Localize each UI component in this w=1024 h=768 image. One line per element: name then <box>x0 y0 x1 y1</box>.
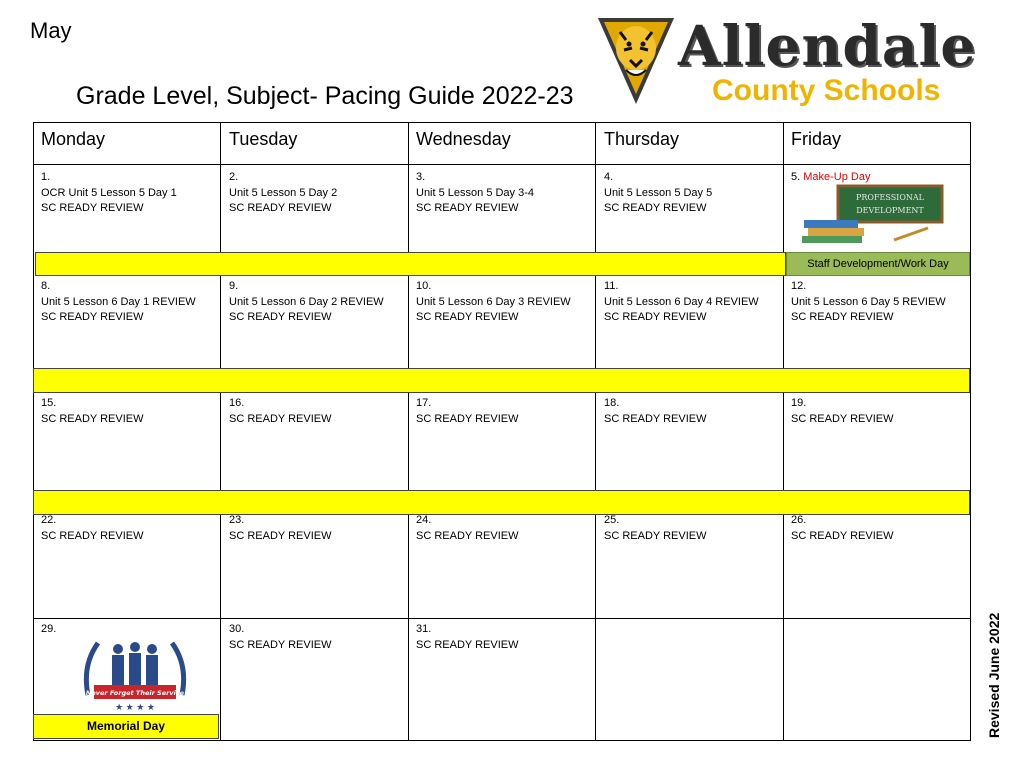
logo-subtitle: County Schools <box>712 74 941 107</box>
logo-name: Allendale <box>678 13 977 78</box>
day-number: 19. <box>791 397 807 409</box>
day-number: 4. <box>604 171 614 183</box>
lesson-line: SC READY REVIEW <box>41 202 144 214</box>
lesson-line: SC READY REVIEW <box>416 311 519 323</box>
lesson-line: SC READY REVIEW <box>791 311 894 323</box>
day-number: 29. <box>41 623 57 635</box>
lesson-line: SC READY REVIEW <box>604 529 707 542</box>
day-cell <box>41 170 177 217</box>
day-number: 31. <box>416 623 432 635</box>
day-cell <box>416 170 534 217</box>
day-cell <box>604 170 712 217</box>
day-number: 30. <box>229 623 245 635</box>
svg-text:★ ★ ★ ★: ★ ★ ★ ★ <box>115 702 155 712</box>
school-logo <box>596 13 977 108</box>
revised-note: Revised June 2022 <box>986 612 1002 738</box>
lesson-line: SC READY REVIEW <box>229 311 332 323</box>
day-header-tuesday: Tuesday <box>229 129 298 149</box>
lesson-line: SC READY REVIEW <box>791 412 894 425</box>
day-number: 22. <box>41 514 57 526</box>
day-cell <box>604 279 759 326</box>
makeup-day-note: Make-Up Day <box>803 171 871 183</box>
week-separator-band <box>33 490 970 515</box>
lesson-line: Unit 5 Lesson 5 Day 5 <box>604 186 713 199</box>
day-cell <box>229 170 337 217</box>
day-cell <box>791 396 894 427</box>
day-cell <box>229 396 332 427</box>
day-number: 17. <box>416 397 432 409</box>
day-cell <box>791 279 946 326</box>
lesson-line: Unit 5 Lesson 6 Day 4 REVIEW <box>604 295 759 308</box>
day-number: 26. <box>791 514 807 526</box>
day-cell <box>791 513 894 544</box>
pd-board-line1: PROFESSIONAL <box>856 193 924 202</box>
month-title: May <box>30 18 72 43</box>
lesson-line: SC READY REVIEW <box>416 412 519 425</box>
day-number: 24. <box>416 514 432 526</box>
lesson-line: SC READY REVIEW <box>41 311 144 323</box>
day-cell <box>416 279 571 326</box>
day-cell <box>416 622 519 653</box>
staff-development-label: Staff Development/Work Day <box>786 252 970 276</box>
lesson-line: SC READY REVIEW <box>41 529 144 542</box>
day-number: 16. <box>229 397 245 409</box>
page-title: Grade Level, Subject- Pacing Guide 2022-23 <box>76 82 574 110</box>
day-cell <box>41 279 196 326</box>
day-cell <box>229 513 332 544</box>
lesson-line: Unit 5 Lesson 5 Day 2 <box>229 186 338 199</box>
lesson-line: SC READY REVIEW <box>416 202 519 214</box>
day-cell <box>229 622 332 653</box>
week-separator-band <box>33 368 970 393</box>
day-number: 2. <box>229 171 239 183</box>
day-number: 10. <box>416 280 432 292</box>
day-number: 25. <box>604 514 620 526</box>
day-cell <box>41 513 144 544</box>
day-header-thursday: Thursday <box>604 129 680 149</box>
week-separator-band <box>35 252 786 276</box>
lesson-line: SC READY REVIEW <box>229 412 332 425</box>
lesson-line: SC READY REVIEW <box>604 412 707 425</box>
day-cell <box>41 396 144 427</box>
day-cell <box>229 279 384 326</box>
day-number: 9. <box>229 280 239 292</box>
lesson-line: SC READY REVIEW <box>604 311 707 323</box>
lesson-line: SC READY REVIEW <box>604 202 707 214</box>
day-cell <box>416 396 519 427</box>
day-header-monday: Monday <box>41 129 106 149</box>
lesson-line: SC READY REVIEW <box>229 529 332 542</box>
day-cell <box>604 513 707 544</box>
tiger-crest-icon <box>596 14 676 106</box>
memorial-ribbon-text: Never Forget Their Service <box>85 689 185 697</box>
day-number: 5. <box>791 171 801 183</box>
professional-development-icon <box>800 184 944 244</box>
day-number: 8. <box>41 280 51 292</box>
lesson-line: Unit 5 Lesson 6 Day 3 REVIEW <box>416 295 571 308</box>
day-number: 11. <box>604 280 619 292</box>
day-header-friday: Friday <box>791 129 842 149</box>
lesson-line: OCR Unit 5 Lesson 5 Day 1 <box>41 186 177 199</box>
lesson-line: SC READY REVIEW <box>229 202 332 214</box>
day-number: 18. <box>604 397 620 409</box>
lesson-line: SC READY REVIEW <box>416 638 519 651</box>
lesson-line: Unit 5 Lesson 6 Day 2 REVIEW <box>229 295 384 308</box>
lesson-line: SC READY REVIEW <box>416 529 519 542</box>
lesson-line: SC READY REVIEW <box>791 529 894 542</box>
day-cell <box>416 513 519 544</box>
lesson-line: Unit 5 Lesson 6 Day 5 REVIEW <box>791 295 946 308</box>
day-number: 12. <box>791 280 807 292</box>
lesson-line: SC READY REVIEW <box>41 412 144 425</box>
memorial-day-label: Memorial Day <box>33 714 219 739</box>
day-cell <box>604 396 707 427</box>
day-cell <box>41 622 56 638</box>
lesson-line: SC READY REVIEW <box>229 638 332 651</box>
day-number: 23. <box>229 514 245 526</box>
day-number: 3. <box>416 171 426 183</box>
pd-board-line2: DEVELOPMENT <box>856 206 924 215</box>
lesson-line: Unit 5 Lesson 5 Day 3-4 <box>416 186 535 199</box>
day-number: 1. <box>41 171 51 183</box>
lesson-line: Unit 5 Lesson 6 Day 1 REVIEW <box>41 295 196 308</box>
day-header-wednesday: Wednesday <box>416 129 511 149</box>
day-number: 15. <box>41 397 57 409</box>
memorial-soldiers-icon <box>80 635 190 713</box>
